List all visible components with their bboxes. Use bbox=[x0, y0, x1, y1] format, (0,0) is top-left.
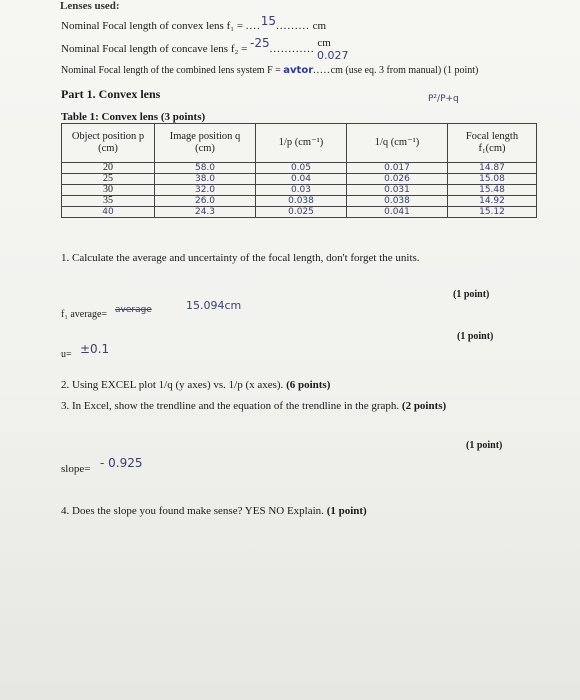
convex-focal-unit: cm bbox=[312, 20, 327, 32]
cell-q: 26.0 bbox=[155, 196, 256, 207]
question-2-main: 2. Using EXCEL plot 1/q (y axes) vs. 1/p (x axes). bbox=[61, 379, 284, 391]
cell-q: 24.3 bbox=[155, 207, 256, 218]
concave-focal-label: Nominal Focal length of concave lens f₂ = bbox=[61, 43, 248, 55]
f-average-value: 15.094cm bbox=[186, 299, 242, 312]
cell-inv-p: 0.03 bbox=[256, 185, 347, 196]
question-3-text bbox=[61, 400, 446, 412]
table-row bbox=[62, 185, 537, 196]
cell-inv-q: 0.026 bbox=[347, 174, 448, 185]
table-row bbox=[62, 174, 537, 185]
cell-focal: 14.87 bbox=[448, 163, 537, 174]
combined-focal-line: Nominal Focal length of the combined lens system F = avtor.....cm (use eq. 3 from manual) (1 point) bbox=[61, 65, 479, 76]
cell-q: 32.0 bbox=[155, 185, 256, 196]
table-row bbox=[62, 196, 537, 207]
question-3-points: (1 point) bbox=[466, 440, 503, 451]
combined-focal-unit: cm bbox=[330, 65, 343, 76]
uncertainty-label: u= bbox=[61, 349, 72, 360]
combined-focal-note: (use eq. 3 from manual) bbox=[345, 65, 442, 76]
cell-focal: 15.08 bbox=[448, 174, 537, 185]
combined-focal-value: 0.027 bbox=[317, 49, 349, 62]
cell-inv-p: 0.04 bbox=[256, 174, 347, 185]
header-image-position: Image position q (cm) bbox=[155, 124, 256, 163]
cell-inv-p: 0.038 bbox=[256, 196, 347, 207]
convex-lens-table bbox=[61, 123, 537, 218]
slope-value: - 0.925 bbox=[100, 456, 143, 470]
table-row bbox=[62, 207, 537, 218]
cell-p: 35 bbox=[62, 196, 155, 207]
question-1-text: 1. Calculate the average and uncertainty of the focal length, don't forget the units. bbox=[61, 252, 420, 264]
cell-inv-p: 0.05 bbox=[256, 163, 347, 174]
cut-heading: Lenses used: bbox=[60, 0, 120, 12]
cell-inv-p: 0.025 bbox=[256, 207, 347, 218]
f-average-label: f₁ average= bbox=[61, 309, 108, 320]
question-3-points-inline: (2 points) bbox=[401, 400, 447, 412]
header-inverse-p: 1/p (cm⁻¹) bbox=[256, 124, 347, 163]
question-2-text bbox=[61, 379, 330, 391]
cell-p: 25 bbox=[62, 174, 155, 185]
convex-focal-value: 15 bbox=[260, 14, 277, 28]
question-4-text bbox=[61, 505, 367, 517]
part1-title: Part 1. Convex lens bbox=[61, 87, 161, 101]
question-3-main: 3. In Excel, show the trendline and the equation of the trendline in the graph. bbox=[61, 400, 400, 412]
cell-focal: 15.12 bbox=[448, 207, 537, 218]
table-header-row bbox=[62, 124, 537, 163]
question-1-points-b: (1 point) bbox=[457, 331, 494, 342]
cell-focal: 15.48 bbox=[448, 185, 537, 196]
header-inverse-q: 1/q (cm⁻¹) bbox=[347, 124, 448, 163]
table-row bbox=[62, 163, 537, 174]
cell-p: 40 bbox=[62, 207, 155, 218]
question-1-points-a: (1 point) bbox=[453, 289, 490, 300]
question-4-main: 4. Does the slope you found make sense? YES NO Explain. bbox=[61, 505, 324, 517]
concave-focal-line: Nominal Focal length of concave lens f₂ = -25............ cm bbox=[61, 36, 331, 55]
header-focal-length: Focal length f₁(cm) bbox=[448, 124, 537, 163]
part1-margin-note: P²/P+q bbox=[428, 94, 459, 104]
uncertainty-value: ±0.1 bbox=[80, 342, 110, 356]
convex-focal-label: Nominal Focal length of convex lens f₁ = bbox=[61, 20, 244, 32]
convex-focal-line: Nominal Focal length of convex lens f₁ = ....15......... cm bbox=[61, 14, 327, 32]
cell-p: 20 bbox=[62, 163, 155, 174]
concave-focal-value: -25 bbox=[250, 36, 270, 50]
combined-focal-label: Nominal Focal length of the combined lens system F = bbox=[61, 65, 281, 76]
cell-focal: 14.92 bbox=[448, 196, 537, 207]
combined-focal-scribble: avtor bbox=[283, 65, 314, 76]
cell-inv-q: 0.017 bbox=[347, 163, 448, 174]
concave-focal-unit: cm bbox=[317, 37, 331, 49]
combined-focal-points: (1 point) bbox=[443, 65, 479, 76]
cell-q: 38.0 bbox=[155, 174, 256, 185]
question-2-points: (6 points) bbox=[286, 379, 331, 391]
table-caption: Table 1: Convex lens (3 points) bbox=[61, 111, 206, 123]
cell-inv-q: 0.041 bbox=[347, 207, 448, 218]
f-average-scribble: average bbox=[115, 305, 152, 315]
question-4-points: (1 point) bbox=[326, 505, 367, 517]
cell-inv-q: 0.031 bbox=[347, 185, 448, 196]
slope-label: slope= bbox=[61, 463, 91, 475]
header-object-position: Object position p (cm) bbox=[62, 124, 155, 163]
cell-p: 30 bbox=[62, 185, 155, 196]
cell-inv-q: 0.038 bbox=[347, 196, 448, 207]
cell-q: 58.0 bbox=[155, 163, 256, 174]
